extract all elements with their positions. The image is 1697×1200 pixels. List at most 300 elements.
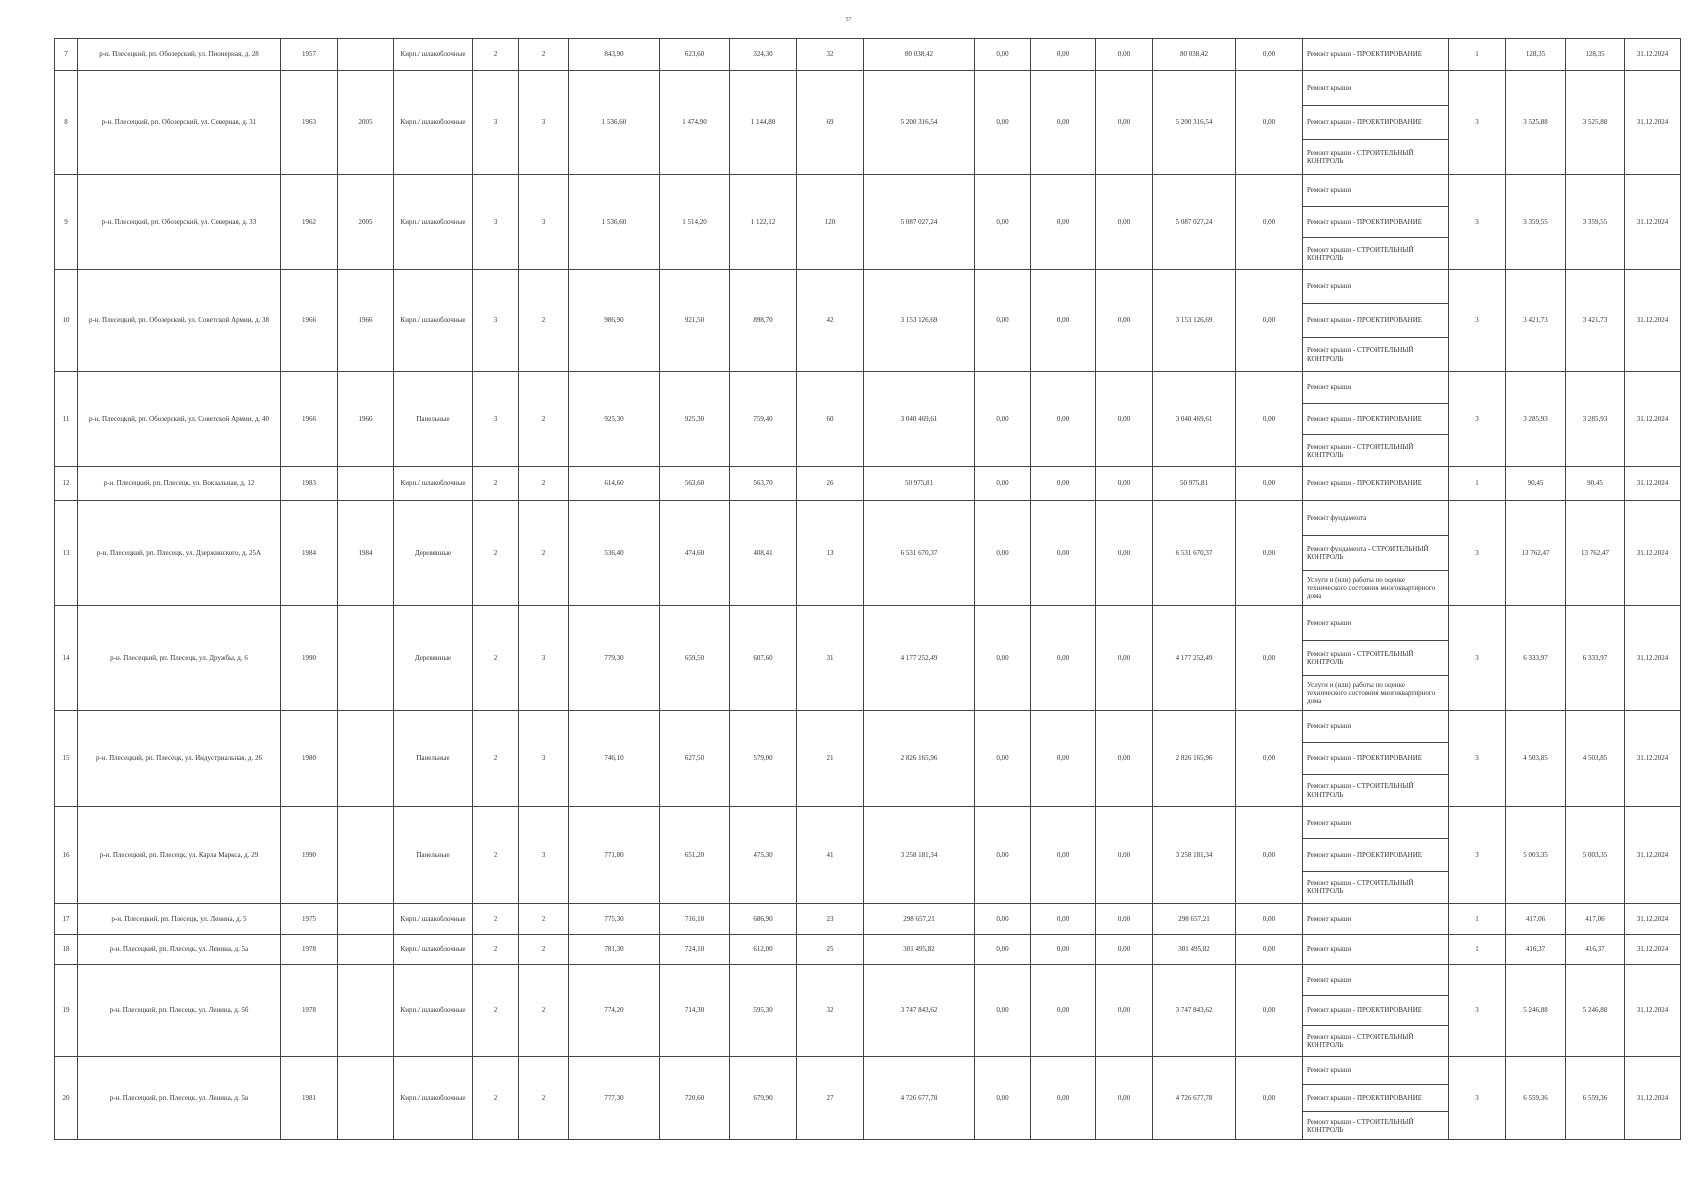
cell-area-living: 716,10 xyxy=(660,904,730,935)
cell-row-number: 8 xyxy=(55,71,78,175)
work-item: Ремонт крыши xyxy=(1307,975,1352,984)
cell-unit-cost: 128,35 xyxy=(1506,39,1566,71)
cell-year-built: 1984 xyxy=(281,501,338,606)
cell-work-count: 3 xyxy=(1449,807,1506,904)
cell-works-list xyxy=(1303,1057,1449,1140)
cell-wall-material: Деревянные xyxy=(394,606,473,711)
cell-works-list xyxy=(1303,372,1449,467)
cell-works-list xyxy=(1303,904,1449,935)
work-item: Ремонт крыши - СТРОИТЕЛЬНЫЙ КОНТРОЛЬ xyxy=(1303,434,1448,466)
cell-residents-count: 60 xyxy=(797,372,864,467)
cell-year-renovated xyxy=(338,965,394,1057)
work-item: Ремонт фундамента xyxy=(1307,513,1367,522)
cell-unit-cost: 3 525,88 xyxy=(1506,71,1566,175)
cell-entrances-count: 2 xyxy=(519,467,569,501)
cell-works-list xyxy=(1303,467,1449,501)
cell-fund-other: 0,00 xyxy=(1236,270,1303,372)
work-item: Ремонт крыши xyxy=(1307,83,1352,92)
cell-row-number: 12 xyxy=(55,467,78,501)
cell-year-renovated: 2005 xyxy=(338,175,394,270)
cell-address: р-н. Плесецкий, рп. Плесецк, ул. Вокзальная, д. 12 xyxy=(78,467,281,501)
cell-floors-count: 2 xyxy=(473,711,519,807)
cell-floors-count: 2 xyxy=(473,467,519,501)
cell-fund-regional: 0,00 xyxy=(1031,1057,1096,1140)
work-item: Ремонт фундамента - СТРОИТЕЛЬНЫЙ КОНТРОЛЬ xyxy=(1303,535,1448,570)
cell-row-number: 14 xyxy=(55,606,78,711)
cell-fund-owners: 50 975,81 xyxy=(1153,467,1236,501)
cell-address: р-н. Плесецкий, рп. Плесецк, ул. Ленина, д. 5б xyxy=(78,965,281,1057)
work-item: Ремонт крыши - СТРОИТЕЛЬНЫЙ КОНТРОЛЬ xyxy=(1303,1111,1448,1139)
cell-residents-count: 23 xyxy=(797,904,864,935)
cell-residents-count: 32 xyxy=(797,39,864,71)
table-row xyxy=(55,372,1681,467)
cell-deadline: 31.12.2024 xyxy=(1625,965,1681,1057)
cell-work-count: 3 xyxy=(1449,1057,1506,1140)
work-item: Ремонт крыши - СТРОИТЕЛЬНЫЙ КОНТРОЛЬ xyxy=(1303,139,1448,174)
cell-area-residential: 898,70 xyxy=(730,270,797,372)
cell-unit-cost: 6 559,36 xyxy=(1506,1057,1566,1140)
cell-fund-federal: 0,00 xyxy=(975,807,1031,904)
cell-fund-other: 0,00 xyxy=(1236,711,1303,807)
cell-fund-municipal: 0,00 xyxy=(1096,372,1153,467)
cell-deadline: 31.12.2024 xyxy=(1625,1057,1681,1140)
cell-cost-total: 301 495,82 xyxy=(864,935,975,965)
cell-year-built: 1978 xyxy=(281,935,338,965)
cell-limit-cost: 3 359,55 xyxy=(1566,175,1625,270)
cell-fund-federal: 0,00 xyxy=(975,372,1031,467)
cell-area-total: 614,60 xyxy=(569,467,660,501)
cell-fund-regional: 0,00 xyxy=(1031,935,1096,965)
cell-fund-municipal: 0,00 xyxy=(1096,904,1153,935)
work-item: Ремонт крыши - СТРОИТЕЛЬНЫЙ КОНТРОЛЬ xyxy=(1303,1025,1448,1056)
table-body xyxy=(55,39,1681,1140)
work-item: Ремонт крыши xyxy=(1307,818,1352,827)
cell-row-number: 16 xyxy=(55,807,78,904)
cell-work-count: 3 xyxy=(1449,606,1506,711)
cell-address: р-н. Плесецкий, рп. Обозерский, ул. Пионерная, д. 28 xyxy=(78,39,281,71)
cell-area-residential: 1 122,12 xyxy=(730,175,797,270)
cell-residents-count: 27 xyxy=(797,1057,864,1140)
cell-entrances-count: 3 xyxy=(519,606,569,711)
cell-row-number: 10 xyxy=(55,270,78,372)
table-row xyxy=(55,467,1681,501)
work-item: Ремонт крыши - ПРОЕКТИРОВАНИЕ xyxy=(1303,742,1448,774)
cell-floors-count: 2 xyxy=(473,606,519,711)
cell-floors-count: 3 xyxy=(473,71,519,175)
cell-fund-regional: 0,00 xyxy=(1031,965,1096,1057)
cell-area-residential: 595,30 xyxy=(730,965,797,1057)
cell-year-renovated xyxy=(338,711,394,807)
cell-area-total: 1 536,60 xyxy=(569,71,660,175)
cell-fund-owners: 301 495,82 xyxy=(1153,935,1236,965)
cell-year-renovated: 1966 xyxy=(338,372,394,467)
cell-works-list xyxy=(1303,39,1449,71)
cell-cost-total: 80 038,42 xyxy=(864,39,975,71)
cell-address: р-н. Плесецкий, рп. Плесецк, ул. Дружбы, д. 6 xyxy=(78,606,281,711)
cell-limit-cost: 3 525,88 xyxy=(1566,71,1625,175)
cell-area-total: 986,90 xyxy=(569,270,660,372)
cell-unit-cost: 6 333,97 xyxy=(1506,606,1566,711)
cell-limit-cost: 6 333,97 xyxy=(1566,606,1625,711)
cell-cost-total: 4 177 252,49 xyxy=(864,606,975,711)
cell-entrances-count: 2 xyxy=(519,39,569,71)
cell-limit-cost: 90,45 xyxy=(1566,467,1625,501)
cell-area-total: 779,30 xyxy=(569,606,660,711)
cell-cost-total: 5 087 027,24 xyxy=(864,175,975,270)
cell-residents-count: 13 xyxy=(797,501,864,606)
cell-entrances-count: 3 xyxy=(519,175,569,270)
cell-entrances-count: 2 xyxy=(519,1057,569,1140)
cell-cost-total: 50 975,81 xyxy=(864,467,975,501)
cell-entrances-count: 3 xyxy=(519,71,569,175)
cell-entrances-count: 2 xyxy=(519,372,569,467)
cell-wall-material: Панельные xyxy=(394,711,473,807)
cell-deadline: 31.12.2024 xyxy=(1625,270,1681,372)
cell-area-residential: 1 144,80 xyxy=(730,71,797,175)
cell-fund-municipal: 0,00 xyxy=(1096,175,1153,270)
cell-fund-owners: 2 826 165,96 xyxy=(1153,711,1236,807)
cell-area-living: 659,50 xyxy=(660,606,730,711)
cell-fund-owners: 6 531 670,37 xyxy=(1153,501,1236,606)
cell-fund-federal: 0,00 xyxy=(975,606,1031,711)
table-row xyxy=(55,1057,1681,1140)
work-item: Ремонт крыши - ПРОЕКТИРОВАНИЕ xyxy=(1303,995,1448,1026)
cell-fund-municipal: 0,00 xyxy=(1096,270,1153,372)
cell-fund-regional: 0,00 xyxy=(1031,39,1096,71)
cell-works-list xyxy=(1303,175,1449,270)
cell-limit-cost: 6 559,36 xyxy=(1566,1057,1625,1140)
cell-address: р-н. Плесецкий, рп. Плесецк, ул. Ленина, д. 5в xyxy=(78,1057,281,1140)
cell-area-total: 746,10 xyxy=(569,711,660,807)
cell-entrances-count: 2 xyxy=(519,904,569,935)
cell-work-count: 3 xyxy=(1449,71,1506,175)
cell-fund-regional: 0,00 xyxy=(1031,467,1096,501)
cell-work-count: 1 xyxy=(1449,904,1506,935)
work-item: Ремонт крыши - СТРОИТЕЛЬНЫЙ КОНТРОЛЬ xyxy=(1303,774,1448,806)
cell-fund-owners: 3 747 843,62 xyxy=(1153,965,1236,1057)
table-row xyxy=(55,175,1681,270)
work-item: Ремонт крыши - СТРОИТЕЛЬНЫЙ КОНТРОЛЬ xyxy=(1303,337,1448,371)
cell-area-residential: 607,60 xyxy=(730,606,797,711)
cell-wall-material: Панельные xyxy=(394,807,473,904)
cell-address: р-н. Плесецкий, рп. Обозерский, ул. Северная, д. 31 xyxy=(78,71,281,175)
cell-deadline: 31.12.2024 xyxy=(1625,39,1681,71)
cell-fund-municipal: 0,00 xyxy=(1096,71,1153,175)
cell-works-list xyxy=(1303,606,1449,711)
work-item: Ремонт крыши - ПРОЕКТИРОВАНИЕ xyxy=(1303,1084,1448,1112)
cell-fund-other: 0,00 xyxy=(1236,904,1303,935)
cell-year-built: 1966 xyxy=(281,372,338,467)
cell-residents-count: 41 xyxy=(797,807,864,904)
cell-fund-other: 0,00 xyxy=(1236,807,1303,904)
cell-floors-count: 3 xyxy=(473,372,519,467)
cell-year-built: 1978 xyxy=(281,965,338,1057)
cell-limit-cost: 128,35 xyxy=(1566,39,1625,71)
cell-work-count: 3 xyxy=(1449,711,1506,807)
cell-wall-material: Кирп./ шлакоблочные xyxy=(394,965,473,1057)
work-item: Ремонт крыши - ПРОЕКТИРОВАНИЕ xyxy=(1303,838,1448,870)
cell-area-residential: 679,90 xyxy=(730,1057,797,1140)
cell-limit-cost: 417,06 xyxy=(1566,904,1625,935)
cell-unit-cost: 5 003,35 xyxy=(1506,807,1566,904)
cell-wall-material: Кирп./ шлакоблочные xyxy=(394,39,473,71)
cell-year-built: 1963 xyxy=(281,71,338,175)
cell-fund-municipal: 0,00 xyxy=(1096,965,1153,1057)
cell-area-total: 771,80 xyxy=(569,807,660,904)
cell-unit-cost: 13 762,47 xyxy=(1506,501,1566,606)
cell-deadline: 31.12.2024 xyxy=(1625,807,1681,904)
cell-wall-material: Кирп./ шлакоблочные xyxy=(394,270,473,372)
work-item: Ремонт крыши xyxy=(1307,945,1352,954)
cell-area-residential: 563,70 xyxy=(730,467,797,501)
cell-year-built: 1983 xyxy=(281,467,338,501)
cell-year-renovated xyxy=(338,39,394,71)
cell-work-count: 3 xyxy=(1449,270,1506,372)
cell-area-residential: 475,30 xyxy=(730,807,797,904)
cell-address: р-н. Плесецкий, рп. Обозерский, ул. Северная, д. 33 xyxy=(78,175,281,270)
cell-deadline: 31.12.2024 xyxy=(1625,501,1681,606)
work-item: Ремонт крыши xyxy=(1307,282,1352,291)
cell-area-total: 843,90 xyxy=(569,39,660,71)
cell-cost-total: 298 657,21 xyxy=(864,904,975,935)
work-item: Ремонт крыши - ПРОЕКТИРОВАНИЕ xyxy=(1307,50,1423,59)
cell-area-living: 623,60 xyxy=(660,39,730,71)
cell-wall-material: Панельные xyxy=(394,372,473,467)
page-number: 57 xyxy=(845,17,852,23)
cell-cost-total: 3 747 843,62 xyxy=(864,965,975,1057)
work-item: Ремонт крыши xyxy=(1307,1066,1352,1075)
work-item: Ремонт крыши - ПРОЕКТИРОВАНИЕ xyxy=(1303,206,1448,238)
cell-fund-owners: 80 038,42 xyxy=(1153,39,1236,71)
table-row xyxy=(55,501,1681,606)
cell-fund-federal: 0,00 xyxy=(975,39,1031,71)
cell-area-residential: 686,90 xyxy=(730,904,797,935)
cell-area-living: 921,50 xyxy=(660,270,730,372)
cell-fund-owners: 298 657,21 xyxy=(1153,904,1236,935)
table-row xyxy=(55,270,1681,372)
work-item: Ремонт крыши - ПРОЕКТИРОВАНИЕ xyxy=(1303,403,1448,435)
cell-entrances-count: 2 xyxy=(519,270,569,372)
cell-row-number: 19 xyxy=(55,965,78,1057)
cell-unit-cost: 416,37 xyxy=(1506,935,1566,965)
cell-address: р-н. Плесецкий, рп. Плесецк, ул. Ленина, д. 5а xyxy=(78,935,281,965)
cell-address: р-н. Плесецкий, рп. Плесецк, ул. Карла Маркса, д. 29 xyxy=(78,807,281,904)
work-item: Ремонт крыши - СТРОИТЕЛЬНЫЙ КОНТРОЛЬ xyxy=(1303,640,1448,675)
repair-program-table xyxy=(54,38,1681,1140)
cell-residents-count: 21 xyxy=(797,711,864,807)
cell-cost-total: 3 040 469,61 xyxy=(864,372,975,467)
cell-area-living: 925,30 xyxy=(660,372,730,467)
cell-year-built: 1981 xyxy=(281,1057,338,1140)
cell-limit-cost: 5 003,35 xyxy=(1566,807,1625,904)
cell-fund-owners: 3 040 469,61 xyxy=(1153,372,1236,467)
cell-unit-cost: 3 359,55 xyxy=(1506,175,1566,270)
cell-fund-regional: 0,00 xyxy=(1031,904,1096,935)
cell-limit-cost: 3 421,73 xyxy=(1566,270,1625,372)
cell-year-renovated xyxy=(338,807,394,904)
cell-area-total: 781,30 xyxy=(569,935,660,965)
cell-work-count: 1 xyxy=(1449,935,1506,965)
cell-area-living: 627,50 xyxy=(660,711,730,807)
table-row xyxy=(55,935,1681,965)
cell-year-built: 1962 xyxy=(281,175,338,270)
cell-address: р-н. Плесецкий, рп. Плесецк, ул. Ленина, д. 5 xyxy=(78,904,281,935)
cell-fund-municipal: 0,00 xyxy=(1096,935,1153,965)
cell-unit-cost: 3 421,73 xyxy=(1506,270,1566,372)
cell-row-number: 7 xyxy=(55,39,78,71)
cell-area-living: 720,60 xyxy=(660,1057,730,1140)
cell-row-number: 13 xyxy=(55,501,78,606)
cell-fund-federal: 0,00 xyxy=(975,935,1031,965)
work-item: Услуги и (или) работы по оценке технического состояния многоквартирного дома xyxy=(1303,570,1448,605)
cell-fund-other: 0,00 xyxy=(1236,71,1303,175)
cell-fund-owners: 4 726 677,78 xyxy=(1153,1057,1236,1140)
work-item: Ремонт крыши xyxy=(1307,383,1352,392)
cell-area-living: 714,30 xyxy=(660,965,730,1057)
cell-fund-municipal: 0,00 xyxy=(1096,39,1153,71)
cell-fund-federal: 0,00 xyxy=(975,270,1031,372)
cell-fund-other: 0,00 xyxy=(1236,935,1303,965)
work-item: Ремонт крыши xyxy=(1307,618,1352,627)
cell-address: р-н. Плесецкий, рп. Обозерский, ул. Советской Армии, д. 38 xyxy=(78,270,281,372)
cell-year-renovated xyxy=(338,935,394,965)
work-item: Ремонт крыши xyxy=(1307,186,1352,195)
cell-area-living: 474,60 xyxy=(660,501,730,606)
cell-work-count: 3 xyxy=(1449,965,1506,1057)
cell-work-count: 1 xyxy=(1449,39,1506,71)
cell-address: р-н. Плесецкий, рп. Обозерский, ул. Советской Армии, д. 40 xyxy=(78,372,281,467)
cell-address: р-н. Плесецкий, рп. Плесецк, ул. Дзержинского, д. 25А xyxy=(78,501,281,606)
cell-limit-cost: 5 246,88 xyxy=(1566,965,1625,1057)
cell-deadline: 31.12.2024 xyxy=(1625,711,1681,807)
cell-fund-federal: 0,00 xyxy=(975,965,1031,1057)
cell-fund-other: 0,00 xyxy=(1236,175,1303,270)
cell-fund-owners: 3 153 126,69 xyxy=(1153,270,1236,372)
cell-year-built: 1966 xyxy=(281,270,338,372)
cell-unit-cost: 4 503,85 xyxy=(1506,711,1566,807)
cell-fund-federal: 0,00 xyxy=(975,501,1031,606)
cell-entrances-count: 2 xyxy=(519,935,569,965)
cell-deadline: 31.12.2024 xyxy=(1625,904,1681,935)
cell-wall-material: Кирп./ шлакоблочные xyxy=(394,935,473,965)
cell-cost-total: 4 726 677,78 xyxy=(864,1057,975,1140)
cell-wall-material: Кирп./ шлакоблочные xyxy=(394,467,473,501)
cell-area-living: 1 474,90 xyxy=(660,71,730,175)
cell-wall-material: Кирп./ шлакоблочные xyxy=(394,1057,473,1140)
cell-year-built: 1980 xyxy=(281,711,338,807)
cell-deadline: 31.12.2024 xyxy=(1625,175,1681,270)
cell-fund-owners: 5 200 316,54 xyxy=(1153,71,1236,175)
cell-works-list xyxy=(1303,270,1449,372)
cell-residents-count: 69 xyxy=(797,71,864,175)
cell-fund-owners: 3 258 181,34 xyxy=(1153,807,1236,904)
cell-area-total: 774,20 xyxy=(569,965,660,1057)
cell-residents-count: 25 xyxy=(797,935,864,965)
cell-row-number: 17 xyxy=(55,904,78,935)
cell-row-number: 18 xyxy=(55,935,78,965)
cell-year-renovated: 1984 xyxy=(338,501,394,606)
cell-cost-total: 3 258 181,34 xyxy=(864,807,975,904)
cell-year-built: 1990 xyxy=(281,807,338,904)
cell-works-list xyxy=(1303,71,1449,175)
cell-area-living: 1 514,20 xyxy=(660,175,730,270)
cell-year-renovated xyxy=(338,606,394,711)
cell-deadline: 31.12.2024 xyxy=(1625,467,1681,501)
cell-fund-municipal: 0,00 xyxy=(1096,807,1153,904)
cell-area-residential: 408,41 xyxy=(730,501,797,606)
cell-floors-count: 2 xyxy=(473,1057,519,1140)
cell-area-living: 724,10 xyxy=(660,935,730,965)
cell-fund-municipal: 0,00 xyxy=(1096,467,1153,501)
cell-limit-cost: 13 762,47 xyxy=(1566,501,1625,606)
cell-row-number: 9 xyxy=(55,175,78,270)
cell-floors-count: 3 xyxy=(473,270,519,372)
cell-fund-regional: 0,00 xyxy=(1031,175,1096,270)
cell-works-list xyxy=(1303,807,1449,904)
cell-fund-federal: 0,00 xyxy=(975,71,1031,175)
cell-work-count: 3 xyxy=(1449,372,1506,467)
cell-floors-count: 2 xyxy=(473,501,519,606)
cell-limit-cost: 4 503,85 xyxy=(1566,711,1625,807)
cell-unit-cost: 90,45 xyxy=(1506,467,1566,501)
table-row xyxy=(55,71,1681,175)
cell-wall-material: Деревянные xyxy=(394,501,473,606)
cell-deadline: 31.12.2024 xyxy=(1625,71,1681,175)
cell-entrances-count: 2 xyxy=(519,965,569,1057)
work-item: Ремонт крыши xyxy=(1307,722,1352,731)
cell-row-number: 15 xyxy=(55,711,78,807)
cell-area-total: 925,30 xyxy=(569,372,660,467)
cell-year-renovated xyxy=(338,467,394,501)
cell-fund-regional: 0,00 xyxy=(1031,606,1096,711)
cell-fund-other: 0,00 xyxy=(1236,467,1303,501)
cell-year-built: 1975 xyxy=(281,904,338,935)
cell-area-living: 563,60 xyxy=(660,467,730,501)
cell-residents-count: 31 xyxy=(797,606,864,711)
cell-fund-regional: 0,00 xyxy=(1031,501,1096,606)
cell-fund-federal: 0,00 xyxy=(975,175,1031,270)
cell-fund-other: 0,00 xyxy=(1236,372,1303,467)
cell-fund-municipal: 0,00 xyxy=(1096,606,1153,711)
cell-area-total: 536,40 xyxy=(569,501,660,606)
cell-fund-other: 0,00 xyxy=(1236,39,1303,71)
cell-fund-federal: 0,00 xyxy=(975,904,1031,935)
cell-area-total: 1 536,60 xyxy=(569,175,660,270)
cell-area-residential: 579,00 xyxy=(730,711,797,807)
cell-year-renovated xyxy=(338,1057,394,1140)
cell-deadline: 31.12.2024 xyxy=(1625,372,1681,467)
cell-floors-count: 3 xyxy=(473,175,519,270)
cell-works-list xyxy=(1303,965,1449,1057)
cell-year-built: 1990 xyxy=(281,606,338,711)
cell-area-residential: 759,40 xyxy=(730,372,797,467)
work-item: Ремонт крыши - ПРОЕКТИРОВАНИЕ xyxy=(1303,303,1448,337)
work-item: Ремонт крыши - ПРОЕКТИРОВАНИЕ xyxy=(1303,105,1448,140)
cell-fund-municipal: 0,00 xyxy=(1096,501,1153,606)
cell-fund-regional: 0,00 xyxy=(1031,807,1096,904)
cell-entrances-count: 2 xyxy=(519,501,569,606)
cell-fund-regional: 0,00 xyxy=(1031,372,1096,467)
cell-fund-federal: 0,00 xyxy=(975,1057,1031,1140)
cell-year-renovated: 1966 xyxy=(338,270,394,372)
cell-row-number: 11 xyxy=(55,372,78,467)
table-row xyxy=(55,606,1681,711)
cell-fund-federal: 0,00 xyxy=(975,711,1031,807)
cell-cost-total: 5 200 316,54 xyxy=(864,71,975,175)
cell-fund-owners: 4 177 252,49 xyxy=(1153,606,1236,711)
cell-fund-municipal: 0,00 xyxy=(1096,1057,1153,1140)
work-item: Услуги и (или) работы по оценке технического состояния многоквартирного дома xyxy=(1303,675,1448,710)
